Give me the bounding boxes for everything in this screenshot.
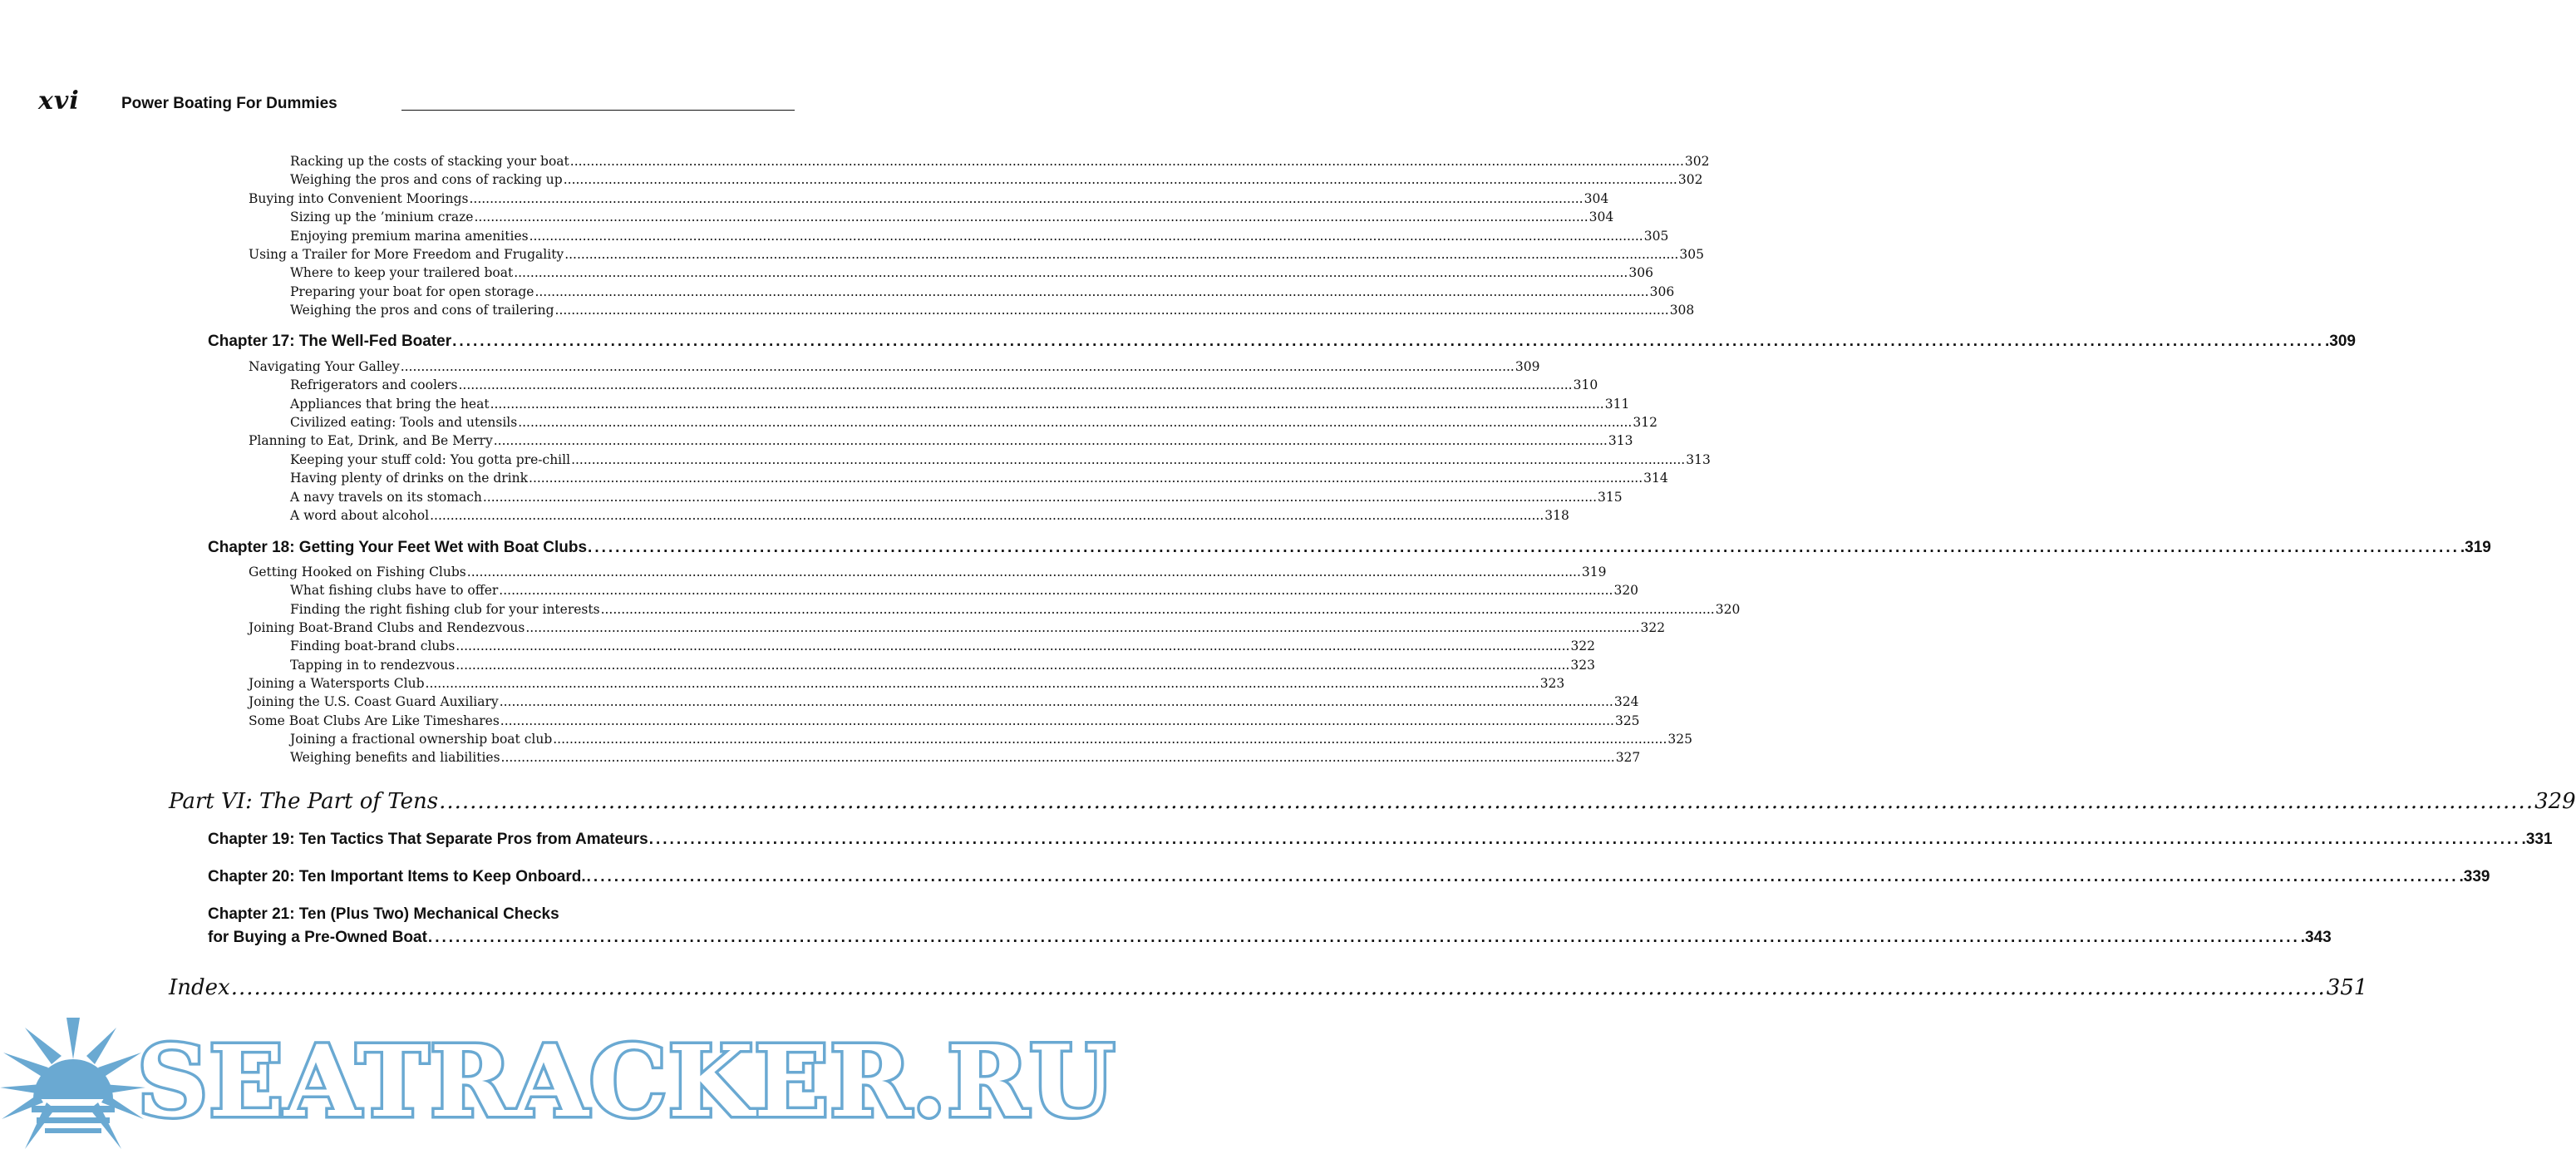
dot-leader xyxy=(501,748,1615,767)
toc-entry-page: 314 xyxy=(1643,471,1668,486)
toc-entry-title: Navigating Your Galley xyxy=(249,359,400,374)
toc-entry xyxy=(290,730,1692,748)
toc-entry xyxy=(290,301,1695,319)
dot-leader xyxy=(494,432,1608,450)
toc-chapter xyxy=(208,828,2553,851)
dot-leader xyxy=(426,674,1539,693)
toc-entry-page: 318 xyxy=(1544,508,1569,523)
dot-leader xyxy=(587,866,2459,889)
toc-entry-title: Civilized eating: Tools and utensils xyxy=(290,415,518,430)
toc-entry-page: 305 xyxy=(1679,247,1704,262)
toc-entry-title: Getting Hooked on Fishing Clubs xyxy=(249,565,466,579)
dot-leader xyxy=(571,451,1685,469)
toc-entry xyxy=(249,563,1607,581)
toc-entry-title: Joining the U.S. Coast Guard Auxiliary xyxy=(249,694,499,709)
chapter-title: Chapter 19: Ten Tactics That Separate Pros from Amateurs xyxy=(208,831,648,848)
toc-entry-page: 315 xyxy=(1598,490,1623,505)
dot-leader xyxy=(428,926,2300,949)
chapter-page: .331 xyxy=(2521,831,2553,848)
toc-entry-title: Weighing the pros and cons of racking up xyxy=(290,172,563,187)
toc-entry-page: 325 xyxy=(1614,713,1640,728)
dot-leader xyxy=(529,469,1643,487)
sun-icon xyxy=(0,1016,145,1154)
toc-entry-title: Having plenty of drinks on the drink xyxy=(290,471,529,486)
chapter-page: .309 xyxy=(2325,333,2356,350)
toc-entry xyxy=(290,264,1653,282)
toc-entry-page: 302 xyxy=(1677,172,1703,187)
toc-entry xyxy=(290,656,1595,674)
toc-entry xyxy=(249,358,1540,376)
toc-entry-title: Preparing your boat for open storage xyxy=(290,284,534,299)
toc-entry xyxy=(290,283,1675,301)
chapter-title-line2: for Buying a Pre-Owned Boat xyxy=(208,929,427,946)
dot-leader xyxy=(401,358,1515,376)
toc-entry xyxy=(290,227,1669,245)
toc-entry-page: 327 xyxy=(1615,750,1641,765)
toc-entry-title: Racking up the costs of stacking your boat xyxy=(290,154,569,169)
dot-leader xyxy=(555,301,1669,319)
watermark-text: SEATRACKER.RU xyxy=(137,1023,1116,1139)
dot-leader xyxy=(564,170,1677,189)
chapter-page: .319 xyxy=(2460,539,2491,556)
toc-entry xyxy=(290,506,1569,525)
toc-chapter xyxy=(208,926,2332,949)
dot-leader xyxy=(525,619,1639,637)
toc-entry-page: 311 xyxy=(1604,397,1630,412)
toc-entry-title: Keeping your stuff cold: You gotta pre-chill xyxy=(290,452,571,467)
toc-entry xyxy=(249,245,1704,264)
toc-entry xyxy=(290,395,1630,413)
toc-entry-title: Joining Boat-Brand Clubs and Rendezvous xyxy=(249,620,525,635)
dot-leader xyxy=(452,330,2324,353)
toc-entry-title: Finding boat-brand clubs xyxy=(290,639,456,653)
dot-leader xyxy=(649,828,2521,851)
toc-entry-page: 304 xyxy=(1588,210,1614,224)
toc-chapter xyxy=(208,536,2491,560)
part-page: 329 xyxy=(2534,789,2576,814)
dot-leader xyxy=(588,536,2460,560)
toc-entry-page: 320 xyxy=(1613,583,1639,598)
page-number: xvi xyxy=(38,86,80,116)
toc-entry-page: 312 xyxy=(1633,415,1657,430)
chapter-page: .339 xyxy=(2459,868,2490,885)
chapter-title: Chapter 18: Getting Your Feet Wet with Boat Clubs xyxy=(208,539,588,556)
dot-leader xyxy=(499,581,1613,599)
toc-entry xyxy=(290,600,1741,619)
dot-leader xyxy=(570,152,1684,170)
dot-leader xyxy=(469,190,1583,208)
toc-entry xyxy=(249,693,1639,711)
toc-entry-title: Joining a Watersports Club xyxy=(249,676,425,691)
toc-index xyxy=(169,971,2368,1004)
dot-leader xyxy=(458,376,1572,394)
toc-entry-title: Where to keep your trailered boat xyxy=(290,265,514,280)
dot-leader xyxy=(483,488,1597,506)
toc-entry xyxy=(290,208,1614,226)
toc-entry-page: 319 xyxy=(1581,565,1607,579)
chapter-title-line1: Chapter 21: Ten (Plus Two) Mechanical Checks xyxy=(208,905,559,923)
part-title: Part VI: The Part of Tens xyxy=(169,789,439,814)
book-title: Power Boating For Dummies xyxy=(121,95,337,112)
dot-leader xyxy=(439,785,2534,818)
toc-entry xyxy=(290,152,1710,170)
toc-entry-title: Refrigerators and coolers xyxy=(290,377,458,392)
toc-entry-title: Buying into Convenient Moorings xyxy=(249,191,469,206)
dot-leader xyxy=(474,208,1588,226)
toc-entry xyxy=(290,451,1711,469)
toc-entry xyxy=(290,748,1641,767)
toc-entry-title: Joining a fractional ownership boat club xyxy=(290,732,553,747)
toc-entry-page: 322 xyxy=(1640,620,1666,635)
toc-entry xyxy=(290,637,1596,655)
index-page: 351 xyxy=(2326,975,2368,1000)
toc-entry xyxy=(290,488,1623,506)
toc-entry-title: Planning to Eat, Drink, and Be Merry xyxy=(249,433,493,448)
dot-leader xyxy=(490,395,1604,413)
dot-leader xyxy=(467,563,1581,581)
toc-entry-page: 309 xyxy=(1515,359,1540,374)
toc-entry xyxy=(249,712,1640,730)
toc-entry-title: Weighing the pros and cons of trailering xyxy=(290,303,554,318)
toc-entry xyxy=(249,190,1609,208)
toc-chapter xyxy=(208,330,2356,353)
toc-entry-title: Using a Trailer for More Freedom and Frugality xyxy=(249,247,564,262)
toc-entry-page: 310 xyxy=(1573,377,1598,392)
toc-chapter xyxy=(208,866,2490,889)
toc-entry-page: 323 xyxy=(1539,676,1565,691)
toc-entry-page: 308 xyxy=(1669,303,1695,318)
dot-leader xyxy=(518,413,1632,432)
dot-leader xyxy=(553,730,1667,748)
toc-entry xyxy=(290,581,1639,599)
dot-leader xyxy=(430,506,1544,525)
toc-entry-title: Appliances that bring the heat xyxy=(290,397,490,412)
dot-leader xyxy=(231,971,2326,1004)
chapter-title: Chapter 20: Ten Important Items to Keep Onboard. xyxy=(208,868,586,885)
toc-entry xyxy=(290,376,1598,394)
toc-entry-page: 305 xyxy=(1643,229,1669,244)
toc-entry-page: 313 xyxy=(1686,452,1711,467)
header-rule xyxy=(401,110,795,111)
toc-entry-title: Finding the right fishing club for your interests xyxy=(290,602,600,617)
toc-entry xyxy=(249,674,1565,693)
toc-entry xyxy=(249,432,1633,450)
toc-entry xyxy=(249,619,1666,637)
toc-entry-title: Weighing benefits and liabilities xyxy=(290,750,500,765)
dot-leader xyxy=(500,712,1614,730)
dot-leader xyxy=(500,693,1613,711)
dot-leader xyxy=(564,245,1678,264)
toc-entry-title: What fishing clubs have to offer xyxy=(290,583,499,598)
toc-part xyxy=(169,785,2576,818)
toc-entry-title: Tapping in to rendezvous xyxy=(290,658,456,673)
toc-entry-page: 323 xyxy=(1570,658,1595,673)
toc-entry-page: 306 xyxy=(1628,265,1653,280)
toc-entry-title: A word about alcohol xyxy=(290,508,430,523)
toc-entry-title: Some Boat Clubs Are Like Timeshares xyxy=(249,713,500,728)
toc-entry-title: A navy travels on its stomach xyxy=(290,490,482,505)
dot-leader xyxy=(514,264,1628,282)
dot-leader xyxy=(456,656,1569,674)
dot-leader xyxy=(529,227,1643,245)
toc-entry-page: 322 xyxy=(1570,639,1596,653)
toc-entry-page: 320 xyxy=(1715,602,1741,617)
toc-entry-page: 304 xyxy=(1584,191,1609,206)
toc-entry-title: Sizing up the ’minium craze xyxy=(290,210,474,224)
index-title: Index xyxy=(169,975,230,1000)
toc-entry xyxy=(290,170,1703,189)
chapter-page: .343 xyxy=(2300,929,2332,946)
toc-entry-title: Enjoying premium marina amenities xyxy=(290,229,529,244)
toc-entry-page: 325 xyxy=(1667,732,1692,747)
dot-leader xyxy=(456,637,1569,655)
toc-entry-page: 302 xyxy=(1684,154,1710,169)
dot-leader xyxy=(534,283,1648,301)
toc-entry-page: 313 xyxy=(1608,433,1633,448)
running-header xyxy=(38,88,795,121)
dot-leader xyxy=(601,600,1715,619)
toc-entry-page: 324 xyxy=(1613,694,1639,709)
toc-entry-page: 306 xyxy=(1649,284,1675,299)
chapter-title: Chapter 17: The Well-Fed Boater xyxy=(208,333,452,350)
toc-entry xyxy=(290,413,1657,432)
toc-entry xyxy=(290,469,1668,487)
watermark xyxy=(0,1016,1116,1154)
